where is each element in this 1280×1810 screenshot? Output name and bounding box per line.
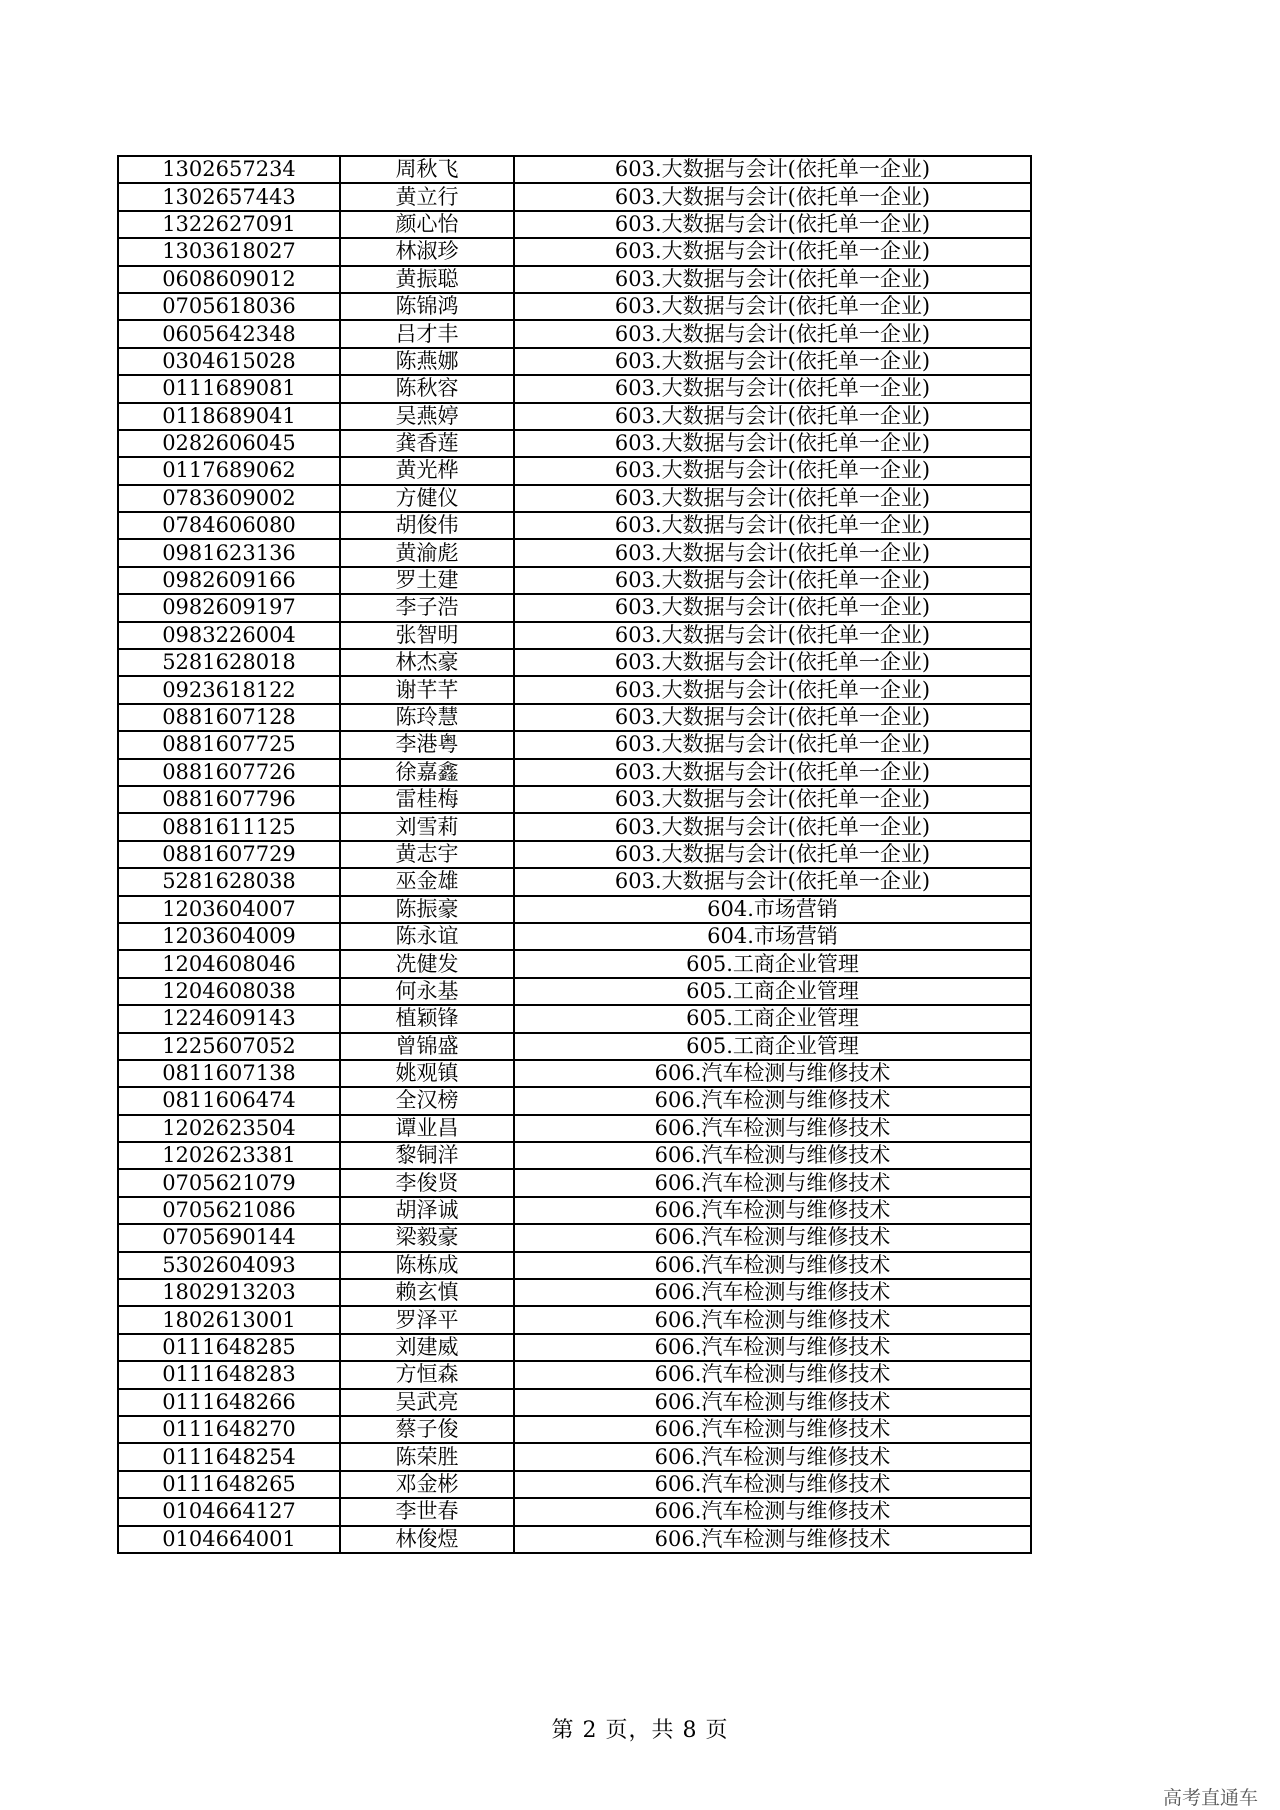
table-row <box>118 704 1031 731</box>
exam-number-cell: 5281628018 <box>118 649 340 676</box>
student-name-cell: 姚观镇 <box>340 1060 514 1087</box>
major-cell: 606.汽车检测与维修技术 <box>514 1443 1031 1470</box>
student-name-cell: 何永基 <box>340 978 514 1005</box>
major-cell: 603.大数据与会计(依托单一企业) <box>514 622 1031 649</box>
major-cell: 606.汽车检测与维修技术 <box>514 1471 1031 1498</box>
student-name-cell: 冼健发 <box>340 950 514 977</box>
exam-number-cell: 1225607052 <box>118 1033 340 1060</box>
major-cell: 603.大数据与会计(依托单一企业) <box>514 320 1031 347</box>
student-name-cell: 陈燕娜 <box>340 348 514 375</box>
major-cell: 606.汽车检测与维修技术 <box>514 1416 1031 1443</box>
student-name-cell: 全汉榜 <box>340 1087 514 1114</box>
student-name-cell: 雷桂梅 <box>340 786 514 813</box>
student-name-cell: 陈振豪 <box>340 896 514 923</box>
exam-number-cell: 0881607796 <box>118 786 340 813</box>
student-name-cell: 罗泽平 <box>340 1306 514 1333</box>
major-cell: 606.汽车检测与维修技术 <box>514 1087 1031 1114</box>
table-row <box>118 1416 1031 1443</box>
exam-number-cell: 1302657443 <box>118 183 340 210</box>
table-body <box>118 156 1031 1553</box>
exam-number-cell: 0983226004 <box>118 622 340 649</box>
exam-number-cell: 0111648283 <box>118 1361 340 1388</box>
major-cell: 605.工商企业管理 <box>514 1033 1031 1060</box>
exam-number-cell: 1204608038 <box>118 978 340 1005</box>
major-cell: 603.大数据与会计(依托单一企业) <box>514 211 1031 238</box>
exam-number-cell: 0118689041 <box>118 403 340 430</box>
table-row <box>118 512 1031 539</box>
student-name-cell: 谢芊芊 <box>340 676 514 703</box>
student-name-cell: 颜心怡 <box>340 211 514 238</box>
table-row <box>118 1087 1031 1114</box>
table-row <box>118 978 1031 1005</box>
major-cell: 606.汽车检测与维修技术 <box>514 1389 1031 1416</box>
student-name-cell: 黎铜洋 <box>340 1142 514 1169</box>
table-row <box>118 430 1031 457</box>
exam-number-cell: 0881607726 <box>118 759 340 786</box>
major-cell: 603.大数据与会计(依托单一企业) <box>514 676 1031 703</box>
major-cell: 603.大数据与会计(依托单一企业) <box>514 567 1031 594</box>
student-name-cell: 陈永谊 <box>340 923 514 950</box>
major-cell: 606.汽车检测与维修技术 <box>514 1060 1031 1087</box>
student-name-cell: 周秋飞 <box>340 156 514 183</box>
exam-number-cell: 0111648270 <box>118 1416 340 1443</box>
exam-number-cell: 1202623504 <box>118 1115 340 1142</box>
student-name-cell: 谭业昌 <box>340 1115 514 1142</box>
student-name-cell: 张智明 <box>340 622 514 649</box>
table-row <box>118 567 1031 594</box>
exam-number-cell: 0705618036 <box>118 293 340 320</box>
major-cell: 606.汽车检测与维修技术 <box>514 1334 1031 1361</box>
student-name-cell: 刘建威 <box>340 1334 514 1361</box>
table-row <box>118 1252 1031 1279</box>
major-cell: 603.大数据与会计(依托单一企业) <box>514 512 1031 539</box>
table-row <box>118 813 1031 840</box>
major-cell: 604.市场营销 <box>514 923 1031 950</box>
student-name-cell: 陈秋容 <box>340 375 514 402</box>
table-row <box>118 1334 1031 1361</box>
exam-number-cell: 1202623381 <box>118 1142 340 1169</box>
table-row <box>118 183 1031 210</box>
table-row <box>118 156 1031 183</box>
exam-number-cell: 0811606474 <box>118 1087 340 1114</box>
exam-number-cell: 0982609197 <box>118 594 340 621</box>
table-row <box>118 403 1031 430</box>
student-name-cell: 李世春 <box>340 1498 514 1525</box>
major-cell: 603.大数据与会计(依托单一企业) <box>514 594 1031 621</box>
major-cell: 606.汽车检测与维修技术 <box>514 1115 1031 1142</box>
major-cell: 605.工商企业管理 <box>514 1005 1031 1032</box>
student-name-cell: 蔡子俊 <box>340 1416 514 1443</box>
student-name-cell: 赖玄慎 <box>340 1279 514 1306</box>
exam-number-cell: 1224609143 <box>118 1005 340 1032</box>
table-row <box>118 731 1031 758</box>
exam-number-cell: 1802913203 <box>118 1279 340 1306</box>
student-name-cell: 陈荣胜 <box>340 1443 514 1470</box>
student-name-cell: 吕才丰 <box>340 320 514 347</box>
exam-number-cell: 0705621079 <box>118 1169 340 1196</box>
table-row <box>118 211 1031 238</box>
major-cell: 603.大数据与会计(依托单一企业) <box>514 539 1031 566</box>
major-cell: 606.汽车检测与维修技术 <box>514 1142 1031 1169</box>
table-row <box>118 622 1031 649</box>
major-cell: 606.汽车检测与维修技术 <box>514 1361 1031 1388</box>
student-name-cell: 黄渝彪 <box>340 539 514 566</box>
major-cell: 603.大数据与会计(依托单一企业) <box>514 841 1031 868</box>
table-row <box>118 1498 1031 1525</box>
major-cell: 603.大数据与会计(依托单一企业) <box>514 403 1031 430</box>
exam-number-cell: 0881611125 <box>118 813 340 840</box>
major-cell: 603.大数据与会计(依托单一企业) <box>514 786 1031 813</box>
exam-number-cell: 0111689081 <box>118 375 340 402</box>
major-cell: 603.大数据与会计(依托单一企业) <box>514 704 1031 731</box>
table-row <box>118 1361 1031 1388</box>
major-cell: 603.大数据与会计(依托单一企业) <box>514 266 1031 293</box>
exam-number-cell: 0783609002 <box>118 485 340 512</box>
student-name-cell: 林淑珍 <box>340 238 514 265</box>
student-name-cell: 植颖锋 <box>340 1005 514 1032</box>
student-name-cell: 林杰豪 <box>340 649 514 676</box>
table-row <box>118 1443 1031 1470</box>
major-cell: 603.大数据与会计(依托单一企业) <box>514 293 1031 320</box>
major-cell: 606.汽车检测与维修技术 <box>514 1526 1031 1553</box>
exam-number-cell: 0117689062 <box>118 457 340 484</box>
student-name-cell: 吴燕婷 <box>340 403 514 430</box>
table-row <box>118 841 1031 868</box>
table-row <box>118 594 1031 621</box>
exam-number-cell: 1203604009 <box>118 923 340 950</box>
exam-number-cell: 0811607138 <box>118 1060 340 1087</box>
exam-number-cell: 0981623136 <box>118 539 340 566</box>
student-name-cell: 黄光桦 <box>340 457 514 484</box>
major-cell: 606.汽车检测与维修技术 <box>514 1169 1031 1196</box>
student-name-cell: 龚香莲 <box>340 430 514 457</box>
table-row <box>118 868 1031 895</box>
student-name-cell: 李子浩 <box>340 594 514 621</box>
table-row <box>118 457 1031 484</box>
student-name-cell: 陈栋成 <box>340 1252 514 1279</box>
exam-number-cell: 0282606045 <box>118 430 340 457</box>
major-cell: 603.大数据与会计(依托单一企业) <box>514 183 1031 210</box>
exam-number-cell: 0111648265 <box>118 1471 340 1498</box>
exam-number-cell: 0784606080 <box>118 512 340 539</box>
student-name-cell: 黄志宇 <box>340 841 514 868</box>
student-name-cell: 陈玲慧 <box>340 704 514 731</box>
student-name-cell: 胡泽诚 <box>340 1197 514 1224</box>
major-cell: 603.大数据与会计(依托单一企业) <box>514 348 1031 375</box>
major-cell: 603.大数据与会计(依托单一企业) <box>514 457 1031 484</box>
major-cell: 603.大数据与会计(依托单一企业) <box>514 430 1031 457</box>
exam-number-cell: 5302604093 <box>118 1252 340 1279</box>
major-cell: 603.大数据与会计(依托单一企业) <box>514 375 1031 402</box>
exam-number-cell: 0705621086 <box>118 1197 340 1224</box>
student-name-cell: 黄立行 <box>340 183 514 210</box>
exam-number-cell: 0881607729 <box>118 841 340 868</box>
table-row <box>118 1033 1031 1060</box>
table-row <box>118 1060 1031 1087</box>
table-row <box>118 676 1031 703</box>
table-row <box>118 923 1031 950</box>
table-row <box>118 1224 1031 1251</box>
table-row <box>118 1142 1031 1169</box>
table-row <box>118 320 1031 347</box>
table-row <box>118 1169 1031 1196</box>
exam-number-cell: 1802613001 <box>118 1306 340 1333</box>
table-row <box>118 1279 1031 1306</box>
table-row <box>118 1526 1031 1553</box>
student-name-cell: 方健仪 <box>340 485 514 512</box>
table-row <box>118 950 1031 977</box>
major-cell: 603.大数据与会计(依托单一企业) <box>514 485 1031 512</box>
exam-number-cell: 0923618122 <box>118 676 340 703</box>
student-name-cell: 胡俊伟 <box>340 512 514 539</box>
student-name-cell: 吴武亮 <box>340 1389 514 1416</box>
student-name-cell: 梁毅豪 <box>340 1224 514 1251</box>
exam-number-cell: 0111648254 <box>118 1443 340 1470</box>
student-name-cell: 李俊贤 <box>340 1169 514 1196</box>
student-name-cell: 曾锦盛 <box>340 1033 514 1060</box>
exam-number-cell: 0104664001 <box>118 1526 340 1553</box>
major-cell: 603.大数据与会计(依托单一企业) <box>514 868 1031 895</box>
exam-number-cell: 0304615028 <box>118 348 340 375</box>
student-name-cell: 李港粤 <box>340 731 514 758</box>
major-cell: 606.汽车检测与维修技术 <box>514 1306 1031 1333</box>
exam-number-cell: 0982609166 <box>118 567 340 594</box>
student-name-cell: 邓金彬 <box>340 1471 514 1498</box>
table-row <box>118 1115 1031 1142</box>
major-cell: 606.汽车检测与维修技术 <box>514 1197 1031 1224</box>
exam-number-cell: 0104664127 <box>118 1498 340 1525</box>
table-row <box>118 266 1031 293</box>
major-cell: 605.工商企业管理 <box>514 950 1031 977</box>
admission-list-table <box>117 155 1032 1554</box>
exam-number-cell: 0608609012 <box>118 266 340 293</box>
exam-number-cell: 5281628038 <box>118 868 340 895</box>
exam-number-cell: 1302657234 <box>118 156 340 183</box>
student-name-cell: 黄振聪 <box>340 266 514 293</box>
exam-number-cell: 1203604007 <box>118 896 340 923</box>
table-row <box>118 1471 1031 1498</box>
exam-number-cell: 0111648266 <box>118 1389 340 1416</box>
table-row <box>118 375 1031 402</box>
table-row <box>118 238 1031 265</box>
major-cell: 604.市场营销 <box>514 896 1031 923</box>
exam-number-cell: 1303618027 <box>118 238 340 265</box>
major-cell: 603.大数据与会计(依托单一企业) <box>514 731 1031 758</box>
table-row <box>118 539 1031 566</box>
exam-number-cell: 1204608046 <box>118 950 340 977</box>
major-cell: 606.汽车检测与维修技术 <box>514 1498 1031 1525</box>
exam-number-cell: 0705690144 <box>118 1224 340 1251</box>
exam-number-cell: 0111648285 <box>118 1334 340 1361</box>
page-footer: 第 2 页，共 8 页 <box>551 1718 729 1743</box>
student-name-cell: 陈锦鸿 <box>340 293 514 320</box>
watermark-text: 高考直通车 <box>1162 1787 1258 1809</box>
major-cell: 603.大数据与会计(依托单一企业) <box>514 759 1031 786</box>
major-cell: 606.汽车检测与维修技术 <box>514 1279 1031 1306</box>
exam-number-cell: 0881607128 <box>118 704 340 731</box>
table-row <box>118 348 1031 375</box>
table-row <box>118 485 1031 512</box>
table-row <box>118 293 1031 320</box>
table-row <box>118 1389 1031 1416</box>
table-row <box>118 649 1031 676</box>
student-name-cell: 林俊煜 <box>340 1526 514 1553</box>
major-cell: 606.汽车检测与维修技术 <box>514 1252 1031 1279</box>
exam-number-cell: 0881607725 <box>118 731 340 758</box>
student-name-cell: 方恒森 <box>340 1361 514 1388</box>
exam-number-cell: 0605642348 <box>118 320 340 347</box>
student-name-cell: 徐嘉鑫 <box>340 759 514 786</box>
table-row <box>118 896 1031 923</box>
table-row <box>118 759 1031 786</box>
major-cell: 603.大数据与会计(依托单一企业) <box>514 813 1031 840</box>
student-name-cell: 巫金雄 <box>340 868 514 895</box>
table-row <box>118 786 1031 813</box>
student-name-cell: 罗土建 <box>340 567 514 594</box>
major-cell: 606.汽车检测与维修技术 <box>514 1224 1031 1251</box>
exam-number-cell: 1322627091 <box>118 211 340 238</box>
major-cell: 603.大数据与会计(依托单一企业) <box>514 156 1031 183</box>
student-name-cell: 刘雪莉 <box>340 813 514 840</box>
major-cell: 605.工商企业管理 <box>514 978 1031 1005</box>
major-cell: 603.大数据与会计(依托单一企业) <box>514 649 1031 676</box>
table-row <box>118 1197 1031 1224</box>
table-row <box>118 1306 1031 1333</box>
table-row <box>118 1005 1031 1032</box>
major-cell: 603.大数据与会计(依托单一企业) <box>514 238 1031 265</box>
